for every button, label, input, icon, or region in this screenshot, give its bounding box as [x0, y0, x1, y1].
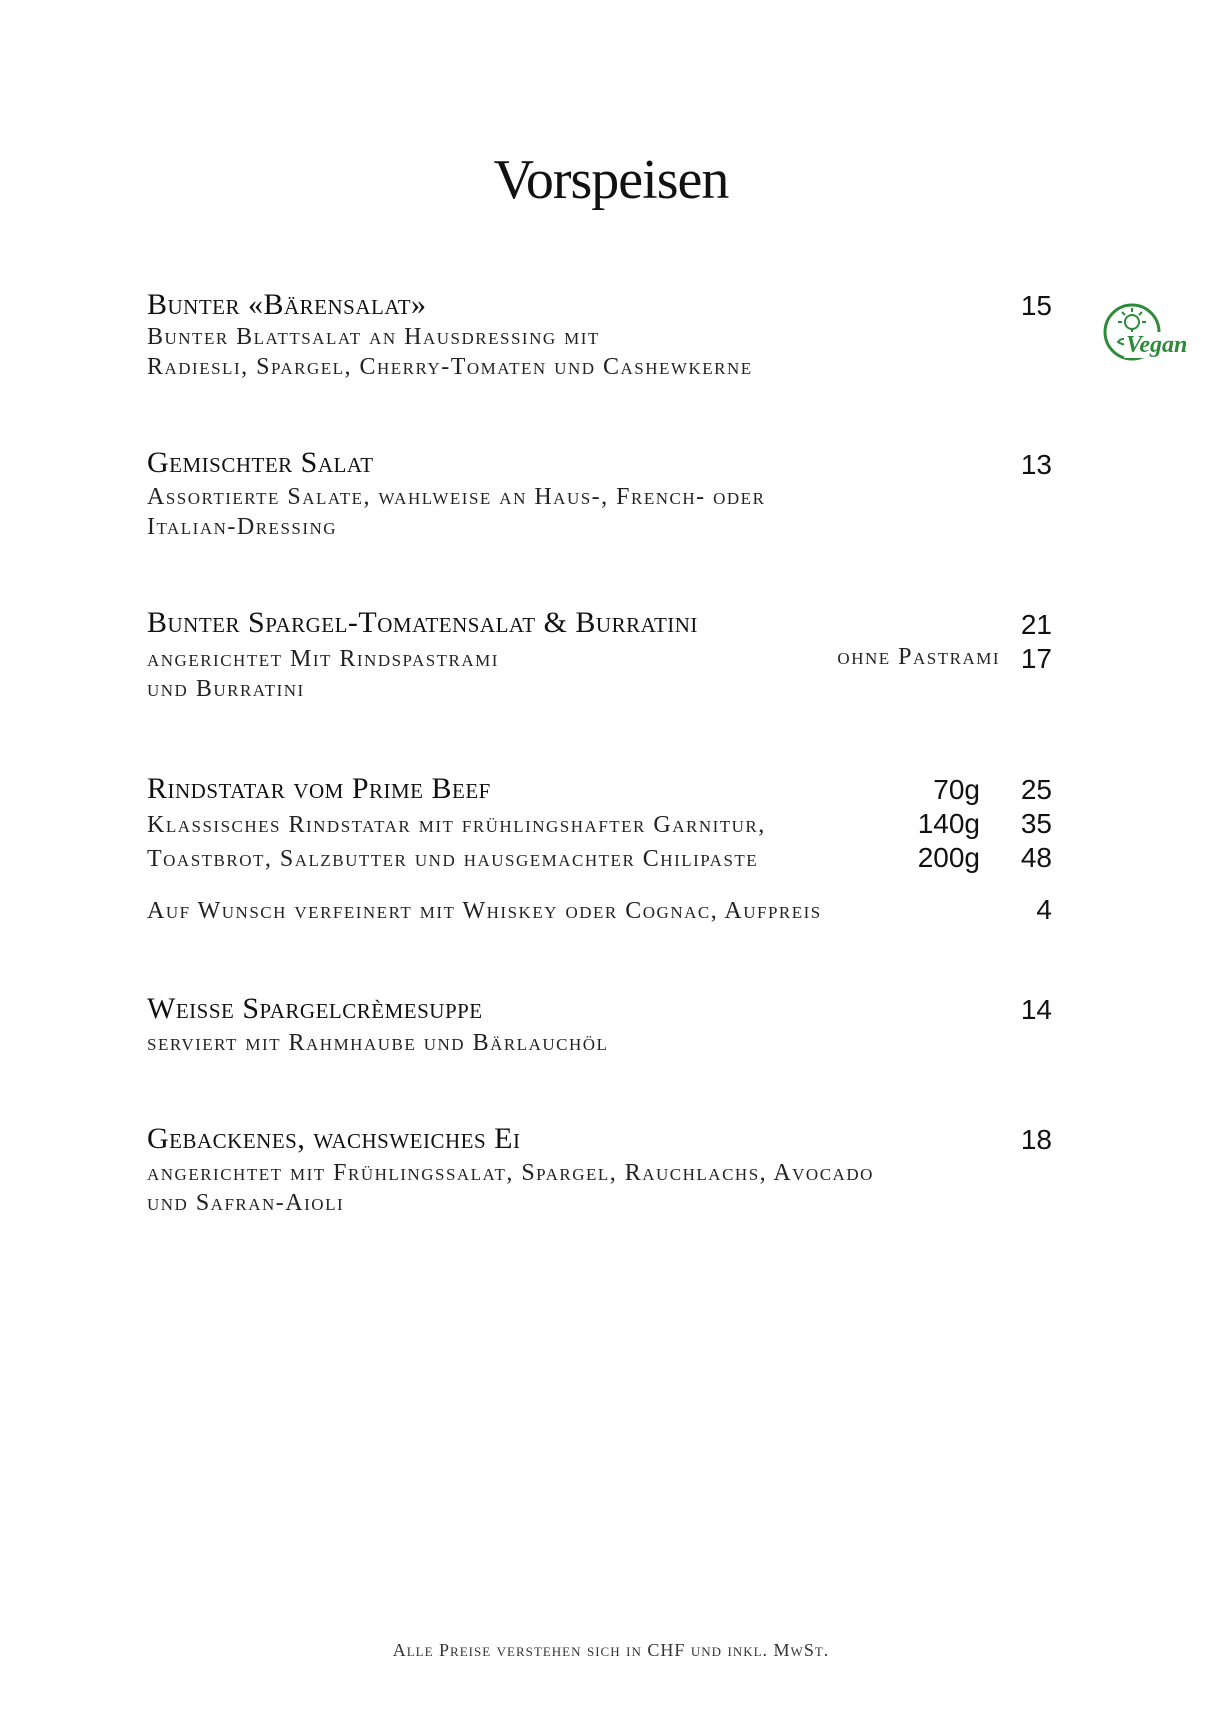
- price-note: Alle Preise verstehen sich in CHF und inkl. MwSt.: [392, 1640, 830, 1660]
- item-name: Bunter «Bärensalat»: [147, 288, 427, 321]
- portion-size: 200g: [917, 842, 980, 873]
- item-name: Bunter Spargel-Tomatensalat & Burratini: [147, 606, 698, 639]
- vegan-badge-icon: [1096, 296, 1194, 376]
- portion-size: 140g: [917, 808, 980, 839]
- item-name: Gemischter Salat: [147, 446, 374, 479]
- item-description: Klassisches Rindstatar mit frühlingshafter Garnitur,: [147, 812, 766, 838]
- item-description: und Safran-Aioli: [147, 1190, 345, 1216]
- variant-price: 17: [1020, 643, 1052, 674]
- item-name: Rindstatar vom Prime Beef: [147, 772, 491, 805]
- item-description: Bunter Blattsalat an Hausdressing mit: [147, 324, 600, 350]
- item-description: Toastbrot, Salzbutter und hausgemachter Chilipaste: [147, 846, 759, 872]
- item-extra: Auf Wunsch verfeinert mit Whiskey oder Cognac, Aufpreis: [147, 898, 822, 924]
- portion-size: 70g: [933, 774, 980, 805]
- item-description: Assortierte Salate, wahlweise an Haus-, French- oder: [147, 484, 766, 510]
- item-description: und Burratini: [147, 676, 305, 702]
- vegan-badge-label: Vegan: [1126, 332, 1188, 358]
- portion-price: 25: [1020, 774, 1052, 805]
- variant-label: ohne Pastrami: [837, 644, 1000, 670]
- extra-price: 4: [1036, 894, 1052, 925]
- item-name: Weisse Spargelcrèmesuppe: [147, 992, 483, 1025]
- item-price: 15: [1020, 290, 1052, 321]
- portion-price: 35: [1020, 808, 1052, 839]
- item-description: angerichtet mit Frühlingssalat, Spargel, Rauchlachs, Avocado: [147, 1160, 874, 1186]
- item-name: Gebackenes, wachsweiches Ei: [147, 1122, 521, 1155]
- item-description: angerichtet Mit Rindspastrami: [147, 646, 499, 672]
- item-description: Italian-Dressing: [147, 514, 338, 540]
- item-price: 14: [1020, 994, 1052, 1025]
- item-description: serviert mit Rahmhaube und Bärlauchöl: [147, 1030, 609, 1056]
- item-description: Radiesli, Spargel, Cherry-Tomaten und Cashewkerne: [147, 354, 753, 380]
- item-price: 13: [1020, 449, 1052, 480]
- page-title: Vorspeisen: [493, 149, 729, 211]
- portion-price: 48: [1020, 842, 1052, 873]
- item-price: 18: [1020, 1124, 1052, 1155]
- item-price: 21: [1020, 609, 1052, 640]
